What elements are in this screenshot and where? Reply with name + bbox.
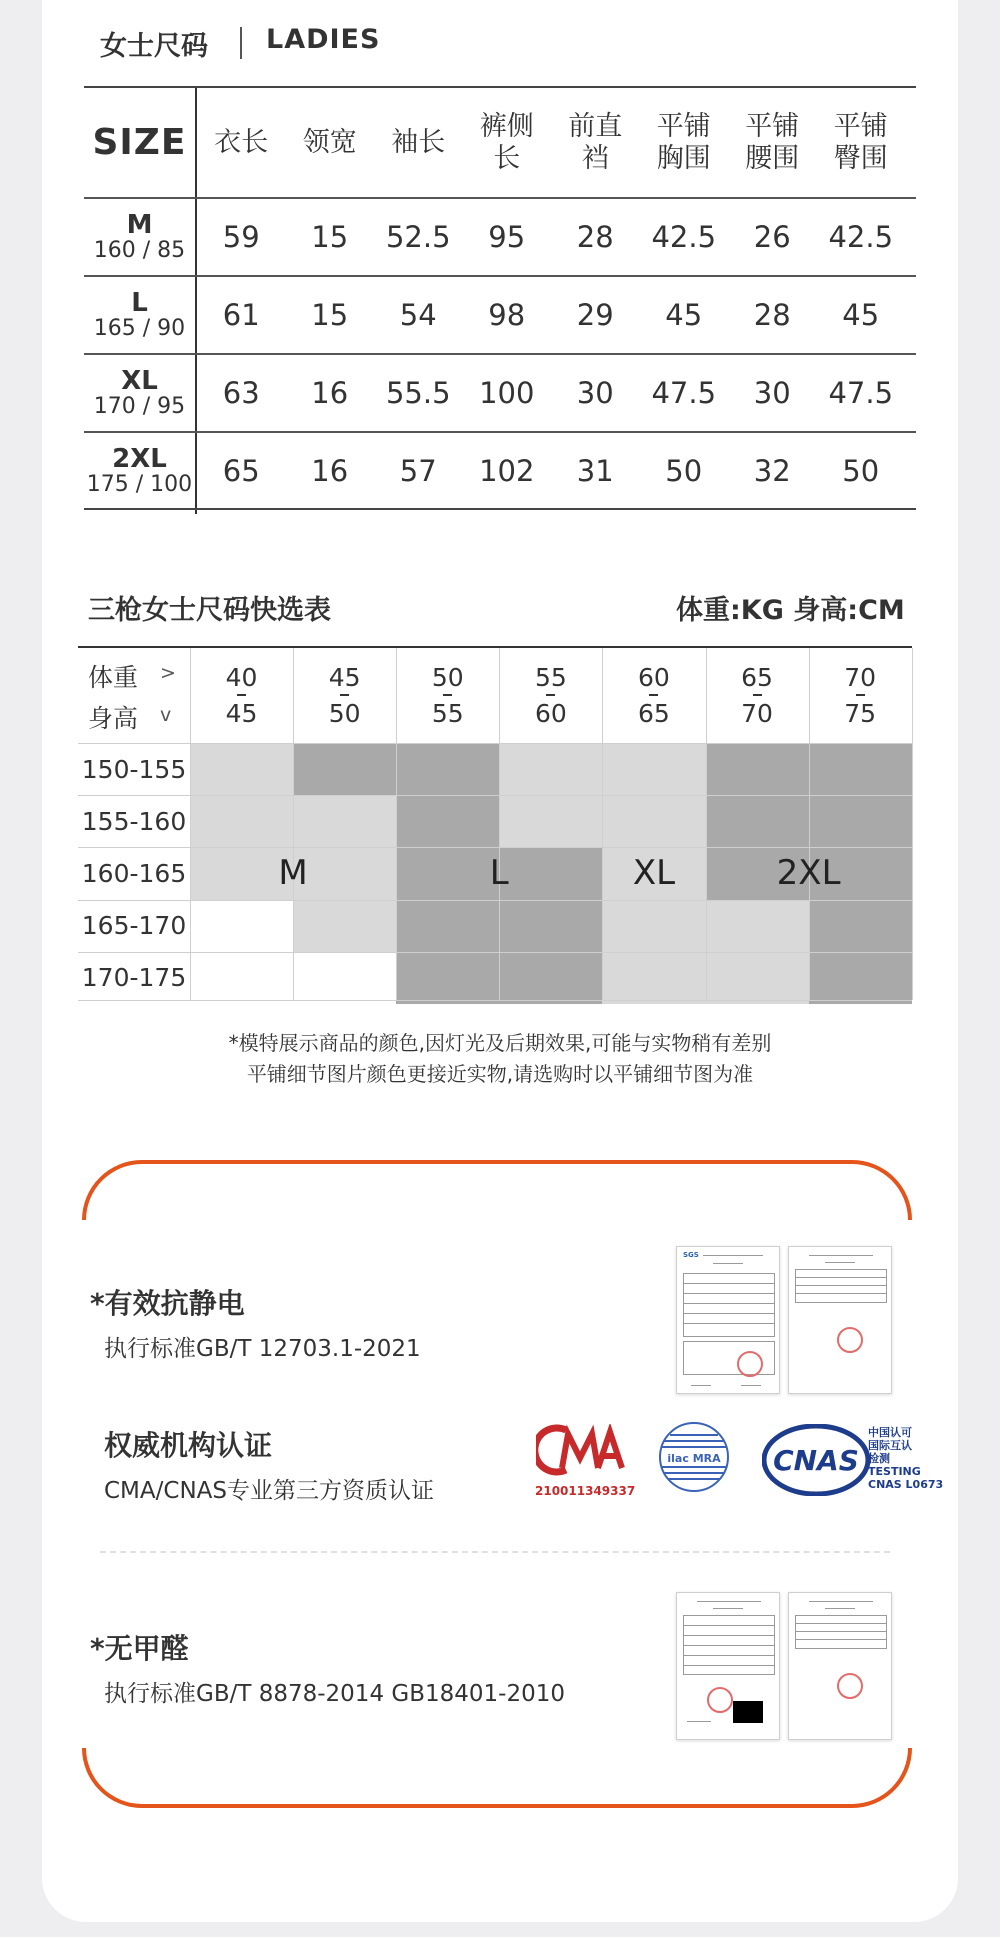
size-name: 2XL — [112, 444, 167, 474]
size-zone-label: M — [278, 853, 308, 894]
weight-range-header — [190, 648, 293, 743]
header-title-cn: 女士尺码 — [100, 31, 208, 62]
weight-range-to: 75 — [844, 699, 877, 728]
size-name: L — [131, 288, 148, 318]
weight-range-from: 70 — [844, 663, 877, 692]
size-zone-label: XL — [632, 853, 676, 894]
height-arrow-icon: v — [160, 704, 172, 726]
size-column-header — [728, 88, 817, 198]
size-value-cell: 52.5 — [385, 220, 451, 254]
antistatic-standard: 执行标准GB/T 12703.1-2021 — [104, 1336, 421, 1362]
antistatic-report-page-2 — [788, 1246, 892, 1394]
formaldehyde-report-page-1 — [676, 1592, 780, 1740]
weight-range-to: 55 — [431, 699, 464, 728]
sgs-logo-icon: SGS — [683, 1251, 699, 1259]
range-dash — [237, 694, 246, 696]
quick-table-bottom-rule — [78, 1000, 912, 1001]
size-zone-cell — [190, 795, 294, 848]
weight-range-to: 65 — [638, 699, 670, 728]
size-value-cell: 15 — [311, 220, 349, 254]
size-zone-cell — [190, 743, 294, 796]
size-column-header-line: 平铺 — [656, 111, 711, 142]
red-seal-icon — [837, 1673, 863, 1699]
size-column-header — [463, 88, 552, 198]
weight-range-from: 45 — [328, 663, 361, 692]
size-value-cell: 30 — [576, 376, 614, 410]
weight-range-header — [499, 648, 602, 743]
size-zone-cell — [396, 900, 500, 953]
ilac-mra-logo-icon — [658, 1421, 730, 1493]
weight-range-from: 50 — [431, 663, 464, 692]
cnas-caption-line: 国际互认 — [868, 1439, 912, 1452]
size-spec: 165 / 90 — [93, 316, 186, 341]
size-value-cell: 45 — [842, 298, 880, 332]
size-value-cell: 61 — [222, 298, 260, 332]
size-column-header-line: 袖长 — [391, 127, 446, 158]
size-spec: 160 / 85 — [93, 238, 186, 263]
antistatic-report-page-1 — [676, 1246, 780, 1394]
size-column-header-line: 前直 — [568, 111, 623, 142]
size-zone-cell — [602, 795, 706, 848]
antistatic-title: *有效抗静电 — [90, 1287, 245, 1320]
size-value-cell: 42.5 — [828, 220, 894, 254]
size-zone-cell — [190, 900, 294, 953]
size-value-cell: 28 — [576, 220, 614, 254]
size-zone-cell — [602, 743, 706, 796]
note-line-1: *模特展示商品的颜色,因灯光及后期效果,可能与实物稍有差别 — [228, 1031, 772, 1055]
size-value-cell: 54 — [399, 298, 437, 332]
size-zone-cell — [396, 743, 500, 796]
size-column-header-line: 裆 — [581, 143, 609, 174]
size-column-header — [286, 88, 375, 198]
size-column-header-line: 衣长 — [214, 127, 269, 158]
size-name: XL — [121, 366, 158, 396]
red-seal-icon — [837, 1327, 863, 1353]
size-value-cell: 100 — [479, 376, 535, 410]
size-value-cell: 30 — [753, 376, 791, 410]
size-column-header-line: 平铺 — [833, 111, 888, 142]
size-name: M — [126, 210, 153, 240]
size-row-label — [84, 432, 195, 510]
height-range-label: 165-170 — [81, 911, 187, 941]
formaldehyde-standard: 执行标准GB/T 8878-2014 GB18401-2010 — [104, 1681, 565, 1707]
size-value-cell: 55.5 — [385, 376, 451, 410]
cma-number: 210011349337 — [535, 1484, 636, 1498]
grid-vline — [912, 648, 913, 1000]
weight-range-header — [396, 648, 499, 743]
grid-hline — [78, 900, 912, 901]
cma-logo-icon — [536, 1424, 626, 1476]
note-line-2: 平铺细节图片颜色更接近实物,请选购时以平铺细节图为准 — [246, 1062, 754, 1086]
size-spec: 175 / 100 — [86, 472, 193, 497]
size-column-header-line: 腰围 — [745, 143, 800, 174]
grid-hline — [78, 743, 912, 744]
size-row-label — [84, 198, 195, 276]
height-range-label: 170-175 — [81, 963, 187, 993]
size-zone-cell — [809, 900, 913, 953]
section-divider — [100, 1551, 890, 1553]
weight-range-from: 65 — [741, 663, 773, 692]
quick-size-table — [78, 646, 914, 1002]
size-column-header — [551, 88, 640, 198]
range-dash — [649, 694, 658, 696]
size-value-cell: 31 — [576, 454, 614, 488]
table-bottom-rule — [84, 508, 916, 510]
size-value-cell: 65 — [222, 454, 260, 488]
weight-range-from: 55 — [534, 663, 567, 692]
size-column-header — [817, 88, 906, 198]
quick-table-title: 三枪女士尺码快选表 — [88, 595, 331, 626]
weight-range-to: 50 — [328, 699, 361, 728]
size-column-header-line: 领宽 — [302, 127, 357, 158]
weight-range-header — [809, 648, 912, 743]
height-range-label: 155-160 — [81, 806, 187, 836]
size-table — [84, 86, 916, 514]
size-column-header-line: 长 — [493, 143, 521, 174]
size-row-label — [84, 276, 195, 354]
size-zone-cell — [190, 952, 294, 1005]
size-zone-cell — [499, 743, 603, 796]
red-seal-icon — [737, 1351, 763, 1377]
svg-text:CNAS: CNAS — [773, 1444, 859, 1477]
size-value-cell: 50 — [665, 454, 703, 488]
size-value-cell: 59 — [222, 220, 260, 254]
size-value-cell: 26 — [753, 220, 791, 254]
feature-box-top-border — [82, 1160, 912, 1220]
size-column-header-line: 胸围 — [656, 143, 711, 174]
weight-range-header — [706, 648, 809, 743]
range-dash — [856, 694, 865, 696]
weight-range-from: 40 — [225, 663, 258, 692]
redaction-block — [733, 1701, 763, 1723]
size-value-cell: 32 — [753, 454, 791, 488]
size-zone-cell — [396, 952, 500, 1005]
size-value-cell: 98 — [488, 298, 526, 332]
ilac-text: ilac MRA — [667, 1452, 721, 1465]
size-value-cell: 63 — [222, 376, 260, 410]
size-zone-cell — [706, 743, 810, 796]
size-zone-cell — [602, 900, 706, 953]
formaldehyde-report-page-2 — [788, 1592, 892, 1740]
size-zone-cell — [396, 795, 500, 848]
grid-hline — [78, 795, 912, 796]
size-zone-cell — [293, 743, 397, 796]
range-dash — [340, 694, 349, 696]
red-seal-icon — [707, 1687, 733, 1713]
size-zone-cell — [809, 795, 913, 848]
cnas-caption-line: 中国认可 — [868, 1426, 912, 1439]
range-dash — [443, 694, 452, 696]
size-zone-cell — [706, 795, 810, 848]
corner-height-label: 身高 — [88, 704, 139, 733]
size-value-cell: 42.5 — [651, 220, 717, 254]
size-column-header-line: 臀围 — [833, 143, 888, 174]
size-value-cell: 95 — [488, 220, 526, 254]
size-column-header — [197, 88, 286, 198]
size-zone-cell — [809, 743, 913, 796]
size-value-cell: 15 — [311, 298, 349, 332]
cnas-caption-line: TESTING — [868, 1465, 921, 1478]
cnas-caption-line: CNAS L0673 — [868, 1478, 944, 1491]
grid-hline — [78, 952, 912, 953]
height-range-label: 160-165 — [81, 858, 187, 888]
weight-range-header — [293, 648, 396, 743]
size-value-cell: 45 — [665, 298, 703, 332]
size-row-label — [84, 354, 195, 432]
size-value-cell: 102 — [479, 454, 535, 488]
weight-range-from: 60 — [638, 663, 670, 692]
weight-range-to: 45 — [225, 699, 258, 728]
weight-range-to: 60 — [534, 699, 567, 728]
size-value-cell: 28 — [753, 298, 791, 332]
feature-box-bottom-border — [82, 1748, 912, 1808]
range-dash — [753, 694, 762, 696]
size-zone-cell — [809, 952, 913, 1005]
header-divider — [240, 27, 242, 59]
cnas-caption-line: 检测 — [868, 1452, 890, 1465]
size-column-header — [640, 88, 729, 198]
cnas-caption — [868, 1426, 943, 1491]
size-column-header-line: 平铺 — [745, 111, 800, 142]
header-title-en: LADIES — [266, 24, 381, 55]
certification-desc: CMA/CNAS专业第三方资质认证 — [104, 1478, 434, 1504]
size-zone-label: L — [489, 853, 509, 894]
size-zone-cell — [499, 952, 603, 1005]
size-value-cell: 57 — [399, 454, 437, 488]
size-zone-cell — [293, 952, 397, 1005]
height-range-label: 150-155 — [81, 754, 187, 784]
size-header: SIZE — [92, 122, 187, 163]
certification-title: 权威机构认证 — [104, 1429, 273, 1462]
size-column-header-line: 裤侧 — [479, 111, 534, 142]
size-zone-cell — [499, 795, 603, 848]
size-value-cell: 47.5 — [651, 376, 717, 410]
quick-table-unit: 体重:KG 身高:CM — [676, 595, 905, 626]
range-dash — [546, 694, 555, 696]
cnas-logo-icon — [762, 1424, 870, 1496]
size-value-cell: 16 — [311, 454, 349, 488]
size-value-cell: 29 — [576, 298, 614, 332]
size-zone-cell — [293, 900, 397, 953]
size-column-header — [374, 88, 463, 198]
size-zone-cell — [602, 952, 706, 1005]
grid-hline — [78, 847, 912, 848]
size-zone-cell — [293, 795, 397, 848]
size-zone-label: 2XL — [776, 853, 841, 894]
size-spec: 170 / 95 — [93, 394, 186, 419]
weight-arrow-icon: > — [160, 662, 176, 684]
weight-range-header — [602, 648, 705, 743]
size-zone-cell — [499, 900, 603, 953]
size-zone-cell — [706, 900, 810, 953]
weight-range-to: 70 — [741, 699, 773, 728]
size-value-cell: 47.5 — [828, 376, 894, 410]
formaldehyde-title: *无甲醛 — [90, 1632, 189, 1665]
size-value-cell: 50 — [842, 454, 880, 488]
size-value-cell: 16 — [311, 376, 349, 410]
corner-weight-label: 体重 — [88, 663, 139, 692]
size-zone-cell — [706, 952, 810, 1005]
